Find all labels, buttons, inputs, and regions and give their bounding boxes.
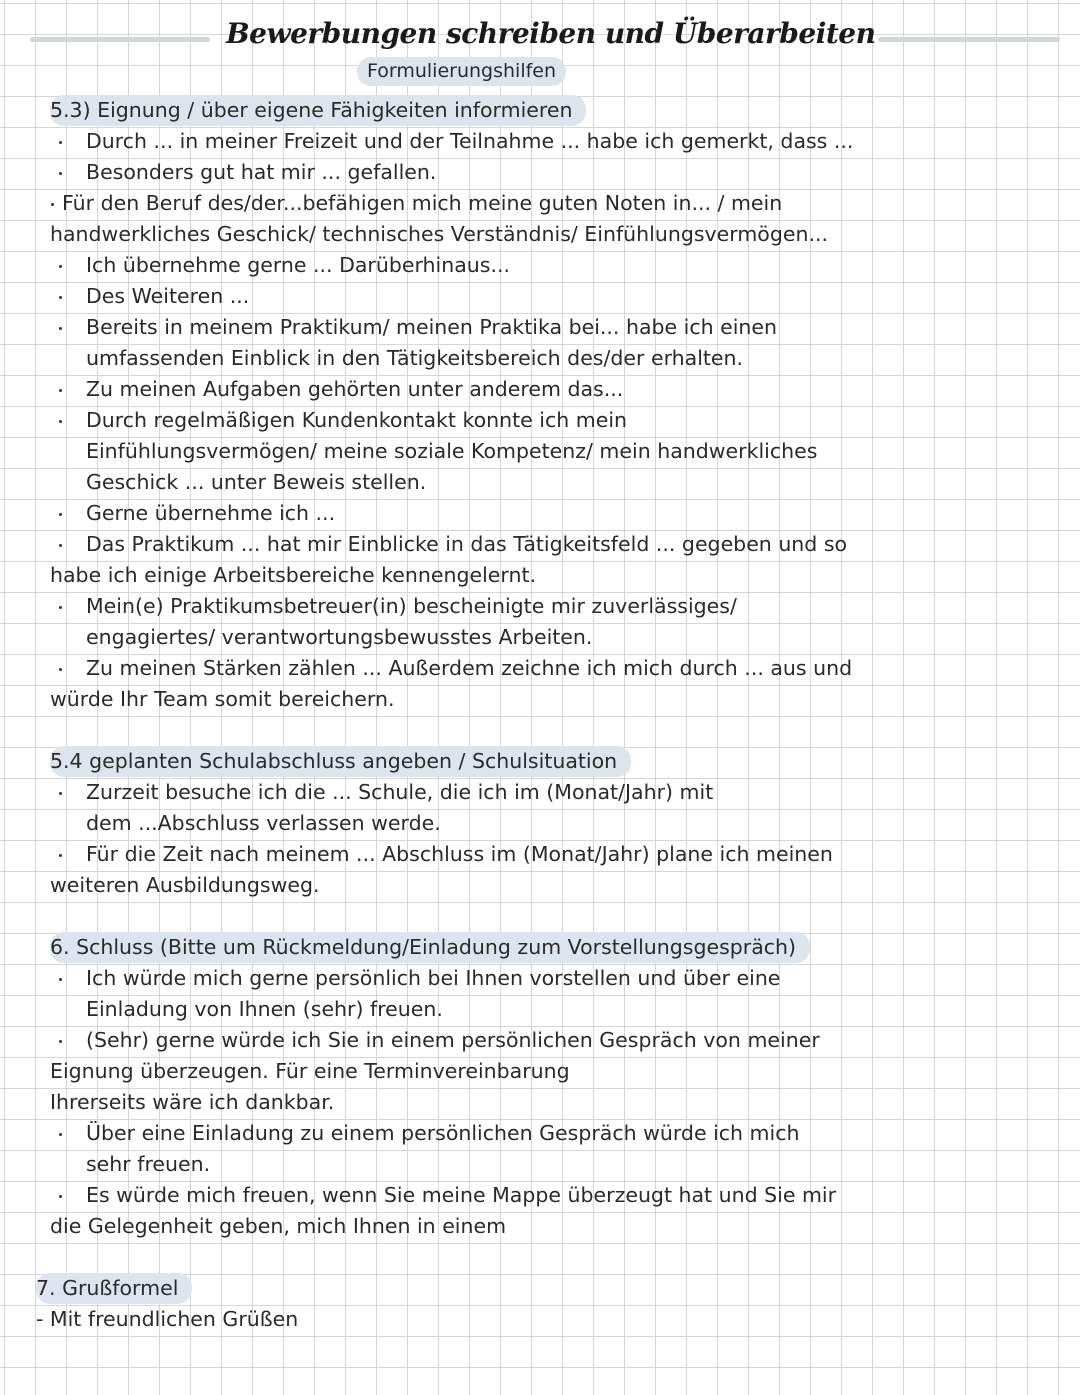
section-heading-5-4 [50, 746, 850, 777]
list-item: Es würde mich freuen, wenn Sie meine Mappe überzeugt hat und Sie mir [50, 1180, 850, 1211]
list-item: Ich würde mich gerne persönlich bei Ihnen vorstellen und über eine [50, 963, 850, 994]
title-rule-left [30, 37, 210, 42]
list-item: Zu meinen Aufgaben gehörten unter anderem das... [50, 374, 850, 405]
list-item-continuation: Geschick ... unter Beweis stellen. [86, 470, 427, 494]
list-item: Über eine Einladung zu einem persönlichen Gespräch würde ich mich [50, 1118, 850, 1149]
section-heading-7 [36, 1273, 850, 1304]
notes-content [36, 95, 854, 1335]
list-item: Für die Zeit nach meinem ... Abschluss im (Monat/Jahr) plane ich meinen [50, 839, 850, 870]
heading-highlight: 7. Grußformel [36, 1273, 192, 1304]
heading-highlight: 5.4 geplanten Schulabschluss angeben / Schulsituation [50, 746, 631, 777]
list-item: Zurzeit besuche ich die ... Schule, die ich im (Monat/Jahr) mit [50, 777, 850, 808]
list-item: Gerne übernehme ich ... [50, 498, 850, 529]
list-item-continuation: engagiertes/ verantwortungsbewusstes Arbeiten. [86, 625, 593, 649]
section-heading-5-3 [50, 95, 850, 126]
list-item-continuation: habe ich einige Arbeitsbereiche kennengelernt. [50, 563, 536, 587]
section-gap [50, 901, 850, 932]
list-item-continuation: umfassenden Einblick in den Tätigkeitsbereich des/der erhalten. [86, 346, 744, 370]
list-item-continuation: Eignung überzeugen. Für eine Terminvereinbarung [50, 1059, 570, 1083]
list-item: Ich übernehme gerne ... Darüberhinaus... [50, 250, 850, 281]
closing-line: - Mit freundlichen Grüßen [36, 1307, 299, 1331]
section-gap [50, 715, 850, 746]
heading-highlight: 5.3) Eignung / über eigene Fähigkeiten informieren [50, 95, 586, 126]
list-item-continuation: Ihrerseits wäre ich dankbar. [50, 1090, 335, 1114]
page-title: Bewerbungen schreiben und Überarbeiten [226, 17, 876, 50]
list-item: Des Weiteren ... [50, 281, 850, 312]
list-item-continuation: handwerkliches Geschick/ technisches Verständnis/ Einfühlungsvermögen... [50, 222, 829, 246]
heading-highlight: 6. Schluss (Bitte um Rückmeldung/Einladung zum Vorstellungsgespräch) [50, 932, 810, 963]
list-item-continuation: die Gelegenheit geben, mich Ihnen in einem [50, 1214, 507, 1238]
list-item: Zu meinen Stärken zählen ... Außerdem zeichne ich mich durch ... aus und [50, 653, 850, 684]
list-item-continuation: weiteren Ausbildungsweg. [50, 873, 320, 897]
list-item-continuation: dem ...Abschluss verlassen werde. [86, 811, 441, 835]
list-item: Besonders gut hat mir ... gefallen. [50, 157, 850, 188]
page-subtitle: Formulierungshilfen [357, 57, 566, 86]
list-item: Durch regelmäßigen Kundenkontakt konnte ich mein [50, 405, 850, 436]
title-rule-right [878, 37, 1060, 42]
list-item: Das Praktikum ... hat mir Einblicke in das Tätigkeitsfeld ... gegeben und so [50, 529, 850, 560]
list-item: Durch ... in meiner Freizeit und der Teilnahme ... habe ich gemerkt, dass ... [50, 126, 850, 157]
list-item-continuation: würde Ihr Team somit bereichern. [50, 687, 395, 711]
list-item: (Sehr) gerne würde ich Sie in einem persönlichen Gespräch von meiner [50, 1025, 850, 1056]
section-heading-6 [50, 932, 850, 963]
list-item-continuation: Einfühlungsvermögen/ meine soziale Kompetenz/ mein handwerkliches [86, 439, 818, 463]
list-item-continuation: Einladung von Ihnen (sehr) freuen. [86, 997, 443, 1021]
list-item: Mein(e) Praktikumsbetreuer(in) bescheinigte mir zuverlässiges/ [50, 591, 850, 622]
list-item: Bereits in meinem Praktikum/ meinen Praktika bei... habe ich einen [50, 312, 850, 343]
list-item: Für den Beruf des/der...befähigen mich meine guten Noten in... / mein [50, 188, 850, 219]
list-item-continuation: sehr freuen. [86, 1152, 211, 1176]
section-gap [50, 1242, 850, 1273]
